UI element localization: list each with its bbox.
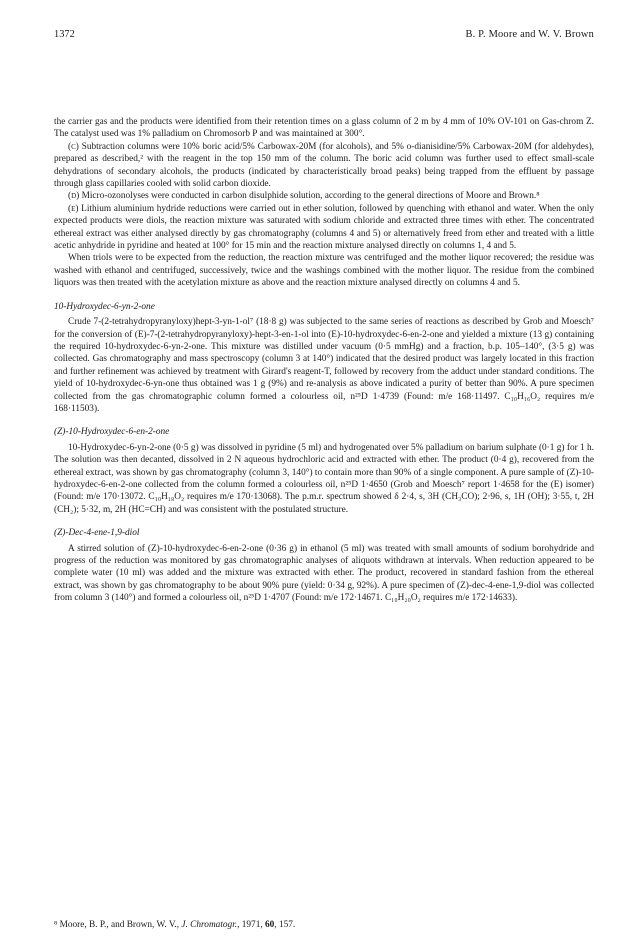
section-heading-z-decenediol: (Z)-Dec-4-ene-1,9-diol	[54, 528, 140, 539]
section-heading-hydroxydecynone: 10-Hydroxydec-6-yn-2-one	[54, 301, 155, 312]
paragraph-z-decenediol: A stirred solution of (Z)-10-hydroxydec-6-en-2-one (0·36 g) in ethanol (5 ml) was treated with small amounts of sodium borohydride and progress of the reduction was monitored by gas chromatographic analyses of aliquots withdrawn at intervals. When reduction appeared to be complete water (10 ml) was added and the mixture was extracted with ether. The product, recovered in standard fashion from the ethereal extract, was shown by gas chromatography to be about 90% pure (yield: 0·34 g, 92%). A pure specimen of (Z)-dec-4-ene-1,9-diol was collected from column 3 (140°) and formed a colourless oil, n²⁵D 1·4707 (Found: m/e 172·14671. C₁₀H₂₀O₂ requires m/e 172·14633).	[54, 543, 594, 604]
footnote-mark: ⁸	[54, 920, 58, 930]
footnote-journal: J. Chromatogr.	[181, 920, 238, 930]
page-number: 1372	[54, 29, 75, 40]
item-label-d: (d)	[68, 191, 80, 202]
item-label-e: (e)	[68, 203, 79, 214]
running-header	[54, 29, 594, 43]
paragraph-hydride-reductions	[54, 203, 594, 253]
paragraph-text: Subtraction columns were 10% boric acid/5% Carbowax-20M (for alcohols), and 5% o-dianisidine/5% Carbowax-20M (for aldehydes), prepared as described,² with the reagent in the top 150 mm of the column. The boric acid column was further used to effect small-scale dehydrations of secondary alcohols, the products (indicated by characteristically broad peaks) being trapped from the effluent by passage through glass capillaries cooled with solid carbon dioxide.	[54, 141, 594, 190]
section-heading-z-hydroxydecenone: (Z)-10-Hydroxydec-6-en-2-one	[54, 427, 170, 438]
paragraph-triols: When triols were to be expected from the reduction, the reaction mixture was centrifuged and the mother liquor recovered; the residue was washed with ethanol and centrifuged, successively, twice and the washings combined with the mother liquor. The residue from the combined liquors was then treated with the acetylation mixture as above and the reaction mixture analysed directly on columns 4 and 5.	[54, 253, 594, 289]
footnote	[54, 919, 594, 931]
footnote-authors: Moore, B. P., and Brown, W. V.,	[57, 920, 182, 930]
paragraph-ozonolyses	[54, 190, 594, 202]
paragraph-z-hydroxydecenone: 10-Hydroxydec-6-yn-2-one (0·5 g) was dissolved in pyridine (5 ml) and hydrogenated over 5% palladium on barium sulphate (0·1 g) for 1 h. The solution was then decanted, dissolved in 2 N aqueous hydrochloric acid and extracted with ether. The product (0·4 g), recovered from the ethereal extract, was shown by gas chromatography (column 3, 140°) to contain more than 90% of a single component. A pure sample of (Z)-10-hydroxydec-6-en-2-one collected from the column formed a colourless oil, n²⁵D 1·4650 (Grob and Moesch⁷ report 1·4658 for the (E) isomer) (Found: m/e 170·13072. C₁₀H₁₈O₂ requires m/e 170·13068). The p.m.r. spectrum showed δ 2·4, s, 3H (CH₃CO); 2·96, s, 1H (OH); 3·55, t, 2H (CH₂); 5·32, m, 2H (HC=CH) and was consistent with the postulated structure.	[54, 442, 594, 515]
paragraph-subtraction-columns	[54, 141, 594, 191]
article-body	[54, 116, 594, 605]
item-label-c: (c)	[68, 141, 79, 152]
paragraph-text: Micro-ozonolyses were conducted in carbon disulphide solution, according to the general directions of Moore and Brown.⁸	[79, 191, 540, 202]
footnote-pages: , 157.	[274, 920, 296, 930]
paragraph-gc-conditions: the carrier gas and the products were identified from their retention times on a glass column of 2 m by 4 mm of 10% OV-101 on Gas-chrom Z. The catalyst used was 1% palladium on Chromosorb P and was maintained at 300°.	[54, 117, 594, 140]
footnote-volume: 60	[265, 920, 275, 930]
footnote-year: , 1971,	[237, 920, 265, 930]
running-head-authors: B. P. Moore and W. V. Brown	[465, 29, 594, 40]
paragraph-text: Lithium aluminium hydride reductions were carried out in ether solution, followed by quenching with ethanol and water. When the only expected products were diols, the reaction mixture was saturated with sodium chloride and extracted three times with ether. The concentrated ethereal extract was either analysed directly by gas chromatography (columns 4 and 5) or alternatively freed from ether and treated with a little acetic anhydride in pyridine and heated at 100° for 15 min and the reaction mixture analysed directly on columns 1, 4 and 5.	[54, 203, 594, 252]
journal-page	[54, 0, 594, 948]
paragraph-hydroxydecynone: Crude 7-(2-tetrahydropyranyloxy)hept-3-yn-1-ol⁷ (18·8 g) was subjected to the same series of reactions as described by Grob and Moesch⁷ for the conversion of (E)-7-(2-tetrahydropyranyloxy)-hept-3-en-1-ol into (E)-10-hydroxydec-6-en-2-one and yielded a mixture (13 g) containing the required 10-hydroxydec-6-yn-2-one. This mixture was distilled under vacuum (0·5 mmHg) and a fraction, b.p. 105–140°, (3·5 g) was collected. Gas chromatography and mass spectroscopy (column 3 at 140°) indicated that the desired product was largely located in this fraction and further refinement was achieved by treatment with Girard's reagent-T, followed by recovery from the adduct under standard conditions. The yield of 10-hydroxydec-6-yn-one thus obtained was 1 g (9%) and re-analysis as above indicated a purity of better than 90%. A pure specimen collected from the gas chromatographic column formed a colourless oil, n²⁵D 1·4739 (Found: m/e 168·11497. C₁₀H₁₆O₂ requires m/e 168·11503).	[54, 317, 594, 414]
